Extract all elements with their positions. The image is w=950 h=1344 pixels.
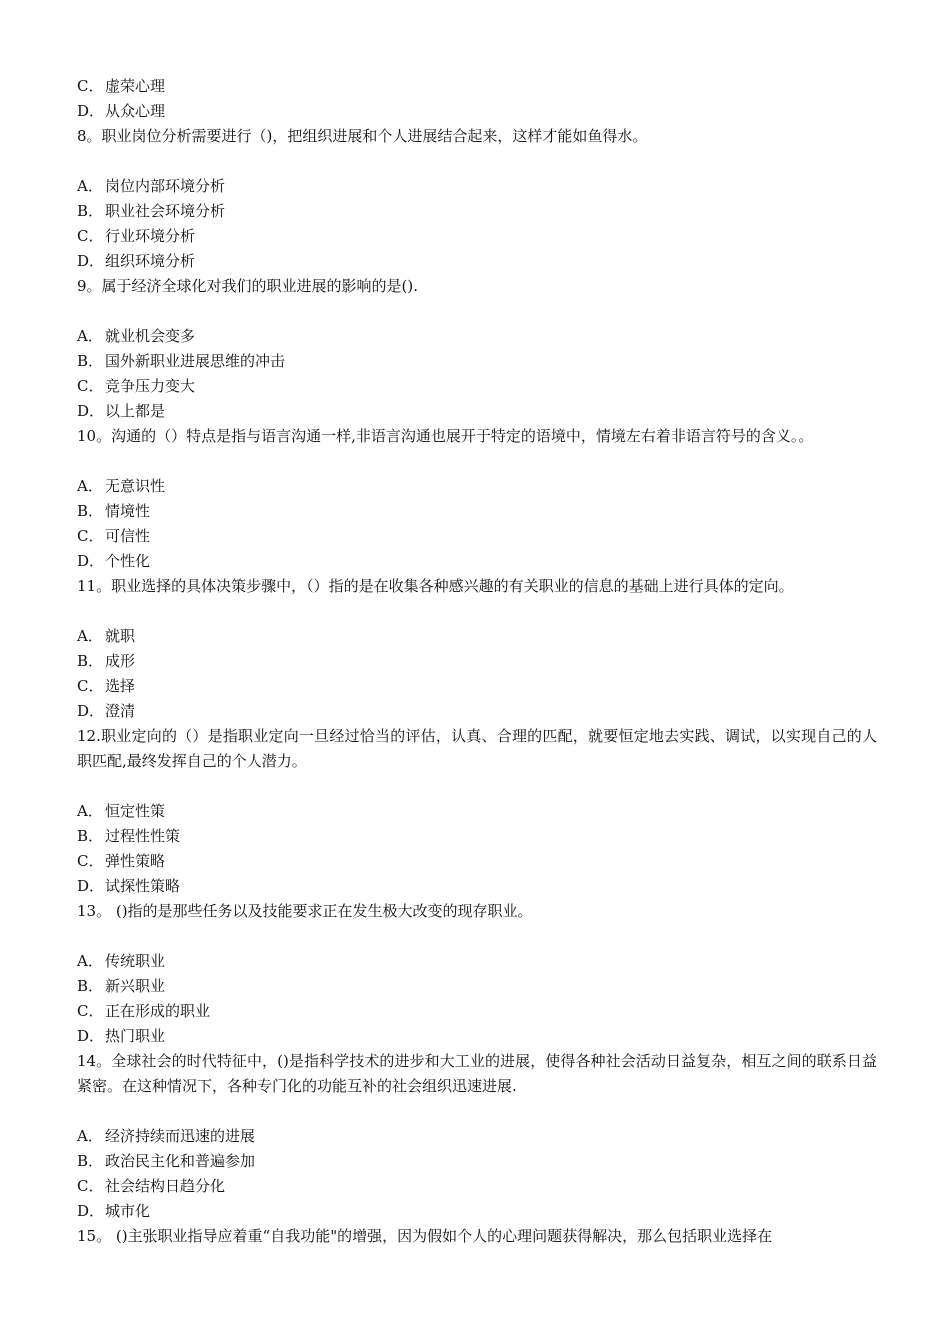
option-letter: B． [77,1152,104,1170]
option-letter: D． [77,102,105,120]
question-text: 14。全球社会的时代特征中，()是指科学技术的进步和大工业的进展，使得各种社会活动日益复杂，相互之间的联系日益紧密。在这种情况下，各种专门化的功能互补的社会组织迅速进展. [77,1052,877,1095]
option-letter: C． [77,377,104,395]
answer-option [77,849,877,874]
answer-option [77,524,877,549]
option-text: 恒定性策 [105,802,166,820]
option-text: 岗位内部环境分析 [105,177,226,195]
answer-option [77,474,877,499]
question-text: 15。 ()主张职业指导应着重“自我功能"的增强，因为假如个人的心理问题获得解决，那么包括职业选择在 [77,1227,773,1245]
option-letter: D． [77,252,105,270]
option-letter: A． [77,477,103,495]
option-letter: A． [77,627,103,645]
option-text: 职业社会环境分析 [105,202,226,220]
question-text: 10。沟通的（）特点是指与语言沟通一样,非语言沟通也展开于特定的语境中，情境左右着非语言符号的含义。。 [77,427,814,445]
option-text: 弹性策略 [105,852,166,870]
option-letter: B． [77,202,104,220]
answer-option [77,399,877,424]
option-letter: A． [77,952,103,970]
option-letter: B． [77,352,104,370]
option-letter: D． [77,1202,105,1220]
option-text: 情境性 [105,502,151,520]
option-letter: C． [77,527,104,545]
option-text: 新兴职业 [105,977,166,995]
answer-option [77,649,877,674]
blank-line [77,774,877,799]
option-letter: B． [77,652,104,670]
option-letter: D． [77,402,105,420]
option-letter: C． [77,852,104,870]
answer-option [77,199,877,224]
answer-option [77,799,877,824]
option-text: 澄清 [105,702,136,720]
option-letter: B． [77,502,104,520]
option-text: 成形 [105,652,136,670]
option-text: 从众心理 [105,102,166,120]
option-text: 可信性 [105,527,151,545]
option-text: 正在形成的职业 [105,1002,211,1020]
option-text: 国外新职业进展思维的冲击 [105,352,286,370]
answer-option [77,874,877,899]
option-letter: A． [77,177,103,195]
option-letter: C． [77,1002,104,1020]
option-letter: B． [77,827,104,845]
question-text: 8。职业岗位分析需要进行（)，把组织进展和个人进展结合起来，这样才能如鱼得水。 [77,127,648,145]
blank-line [77,924,877,949]
question-text: 12.职业定向的（）是指职业定向一旦经过恰当的评估，认真、合理的匹配，就要恒定地去实践、调试，以实现自己的人职匹配,最终发挥自己的个人潜力。 [77,727,877,770]
option-letter: A． [77,327,103,345]
blank-line [77,599,877,624]
blank-line [77,449,877,474]
answer-option [77,824,877,849]
option-text: 无意识性 [105,477,166,495]
answer-option [77,74,877,99]
option-letter: D． [77,1027,105,1045]
answer-option [77,224,877,249]
option-text: 虚荣心理 [105,77,166,95]
answer-option [77,1174,877,1199]
option-text: 个性化 [105,552,151,570]
answer-option [77,1149,877,1174]
option-letter: D． [77,552,105,570]
answer-option [77,949,877,974]
answer-option [77,324,877,349]
answer-option [77,1024,877,1049]
document-page [77,74,877,1249]
answer-option [77,624,877,649]
answer-option [77,974,877,999]
answer-option [77,549,877,574]
option-letter: A． [77,802,103,820]
option-letter: C． [77,677,104,695]
option-text: 就职 [105,627,136,645]
answer-option [77,99,877,124]
blank-line [77,149,877,174]
option-letter: D． [77,702,105,720]
option-text: 过程性性策 [105,827,181,845]
option-letter: C． [77,227,104,245]
answer-option [77,374,877,399]
answer-option [77,249,877,274]
option-text: 以上都是 [105,402,166,420]
option-letter: D． [77,877,105,895]
option-text: 试探性策略 [105,877,181,895]
answer-option [77,699,877,724]
option-text: 行业环境分析 [105,227,196,245]
question-text: 13。 ()指的是那些任务以及技能要求正在发生极大改变的现存职业。 [77,902,533,920]
option-text: 就业机会变多 [105,327,196,345]
answer-option [77,499,877,524]
option-text: 城市化 [105,1202,151,1220]
blank-line [77,1099,877,1124]
answer-option [77,174,877,199]
blank-line [77,299,877,324]
option-text: 经济持续而迅速的进展 [105,1127,256,1145]
option-text: 竞争压力变大 [105,377,196,395]
answer-option [77,1124,877,1149]
option-text: 传统职业 [105,952,166,970]
option-letter: B． [77,977,104,995]
option-letter: C． [77,77,104,95]
answer-option [77,349,877,374]
question-text: 9。属于经济全球化对我们的职业进展的影响的是(). [77,277,419,295]
option-text: 选择 [105,677,136,695]
answer-option [77,674,877,699]
option-letter: A． [77,1127,103,1145]
question-text: 11。职业选择的具体决策步骤中，（）指的是在收集各种感兴趣的有关职业的信息的基础上进行具体的定向。 [77,577,794,595]
answer-option [77,1199,877,1224]
option-letter: C． [77,1177,104,1195]
option-text: 热门职业 [105,1027,166,1045]
option-text: 组织环境分析 [105,252,196,270]
option-text: 政治民主化和普遍参加 [105,1152,256,1170]
answer-option [77,999,877,1024]
option-text: 社会结构日趋分化 [105,1177,226,1195]
